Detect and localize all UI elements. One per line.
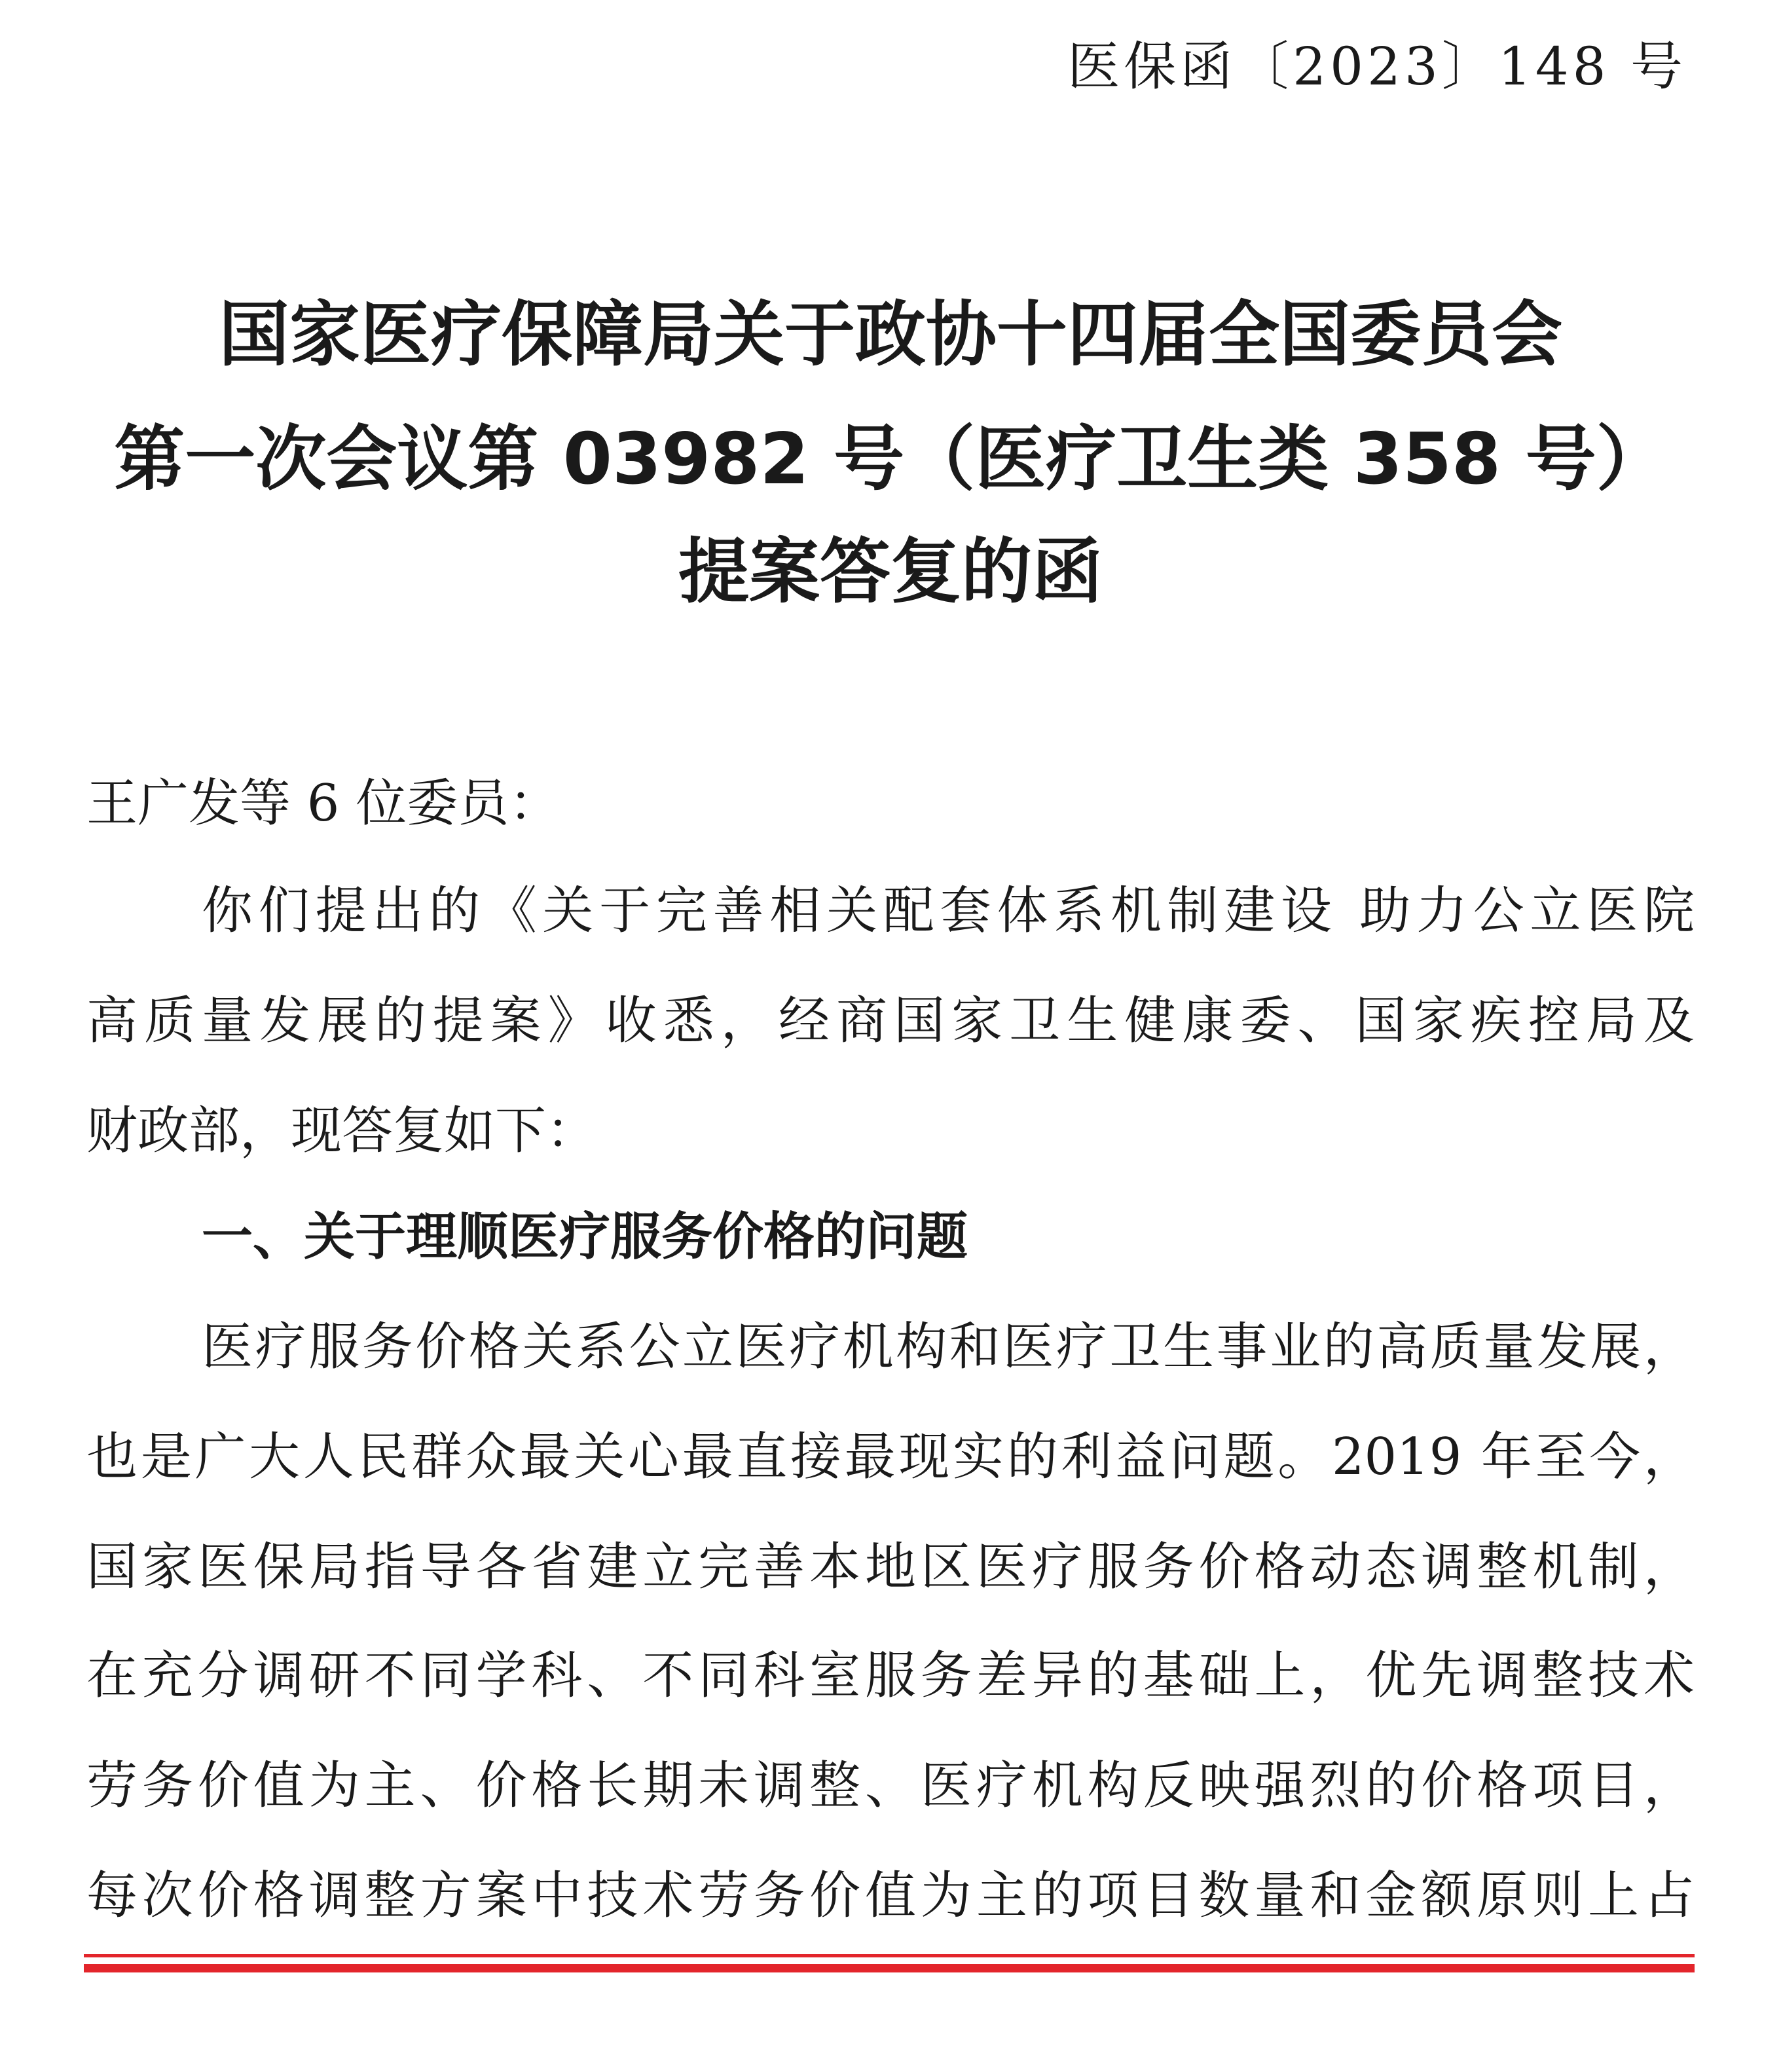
- paragraph-line: 劳务价值为主、价格长期未调整、医疗机构反映强烈的价格项目，: [86, 1756, 1695, 1815]
- paragraph-line: 在充分调研不同学科、不同科室服务差异的基础上，优先调整技术: [86, 1646, 1695, 1705]
- salutation: 王广发等 6 位委员：: [86, 774, 560, 833]
- section-heading-1: 一、关于理顺医疗服务价格的问题: [202, 1208, 968, 1267]
- title-line-3: 提案答复的函: [678, 531, 1103, 613]
- red-rule-thin: [84, 1954, 1695, 1957]
- paragraph-line: 每次价格调整方案中技术劳务价值为主的项目数量和金额原则上占: [86, 1866, 1695, 1925]
- paragraph-line: 医疗服务价格关系公立医疗机构和医疗卫生事业的高质量发展，: [202, 1318, 1695, 1377]
- document-number: 医保函〔2023〕148 号: [1067, 36, 1687, 97]
- title-line-1: 国家医疗保障局关于政协十四届全国委员会: [218, 294, 1562, 376]
- title-line-2: 第一次会议第 03982 号（医疗卫生类 358 号）: [114, 418, 1667, 500]
- red-rule-thick: [84, 1964, 1695, 1972]
- paragraph-line: 也是广大人民群众最关心最直接最现实的利益问题。2019 年至今，: [86, 1428, 1695, 1487]
- intro-line-3: 财政部，现答复如下：: [86, 1101, 598, 1160]
- intro-line-1: 你们提出的《关于完善相关配套体系机制建设 助力公立医院: [202, 881, 1695, 940]
- paragraph-line: 国家医保局指导各省建立完善本地区医疗服务价格动态调整机制，: [86, 1538, 1695, 1597]
- intro-line-2: 高质量发展的提案》收悉，经商国家卫生健康委、国家疾控局及: [86, 991, 1695, 1050]
